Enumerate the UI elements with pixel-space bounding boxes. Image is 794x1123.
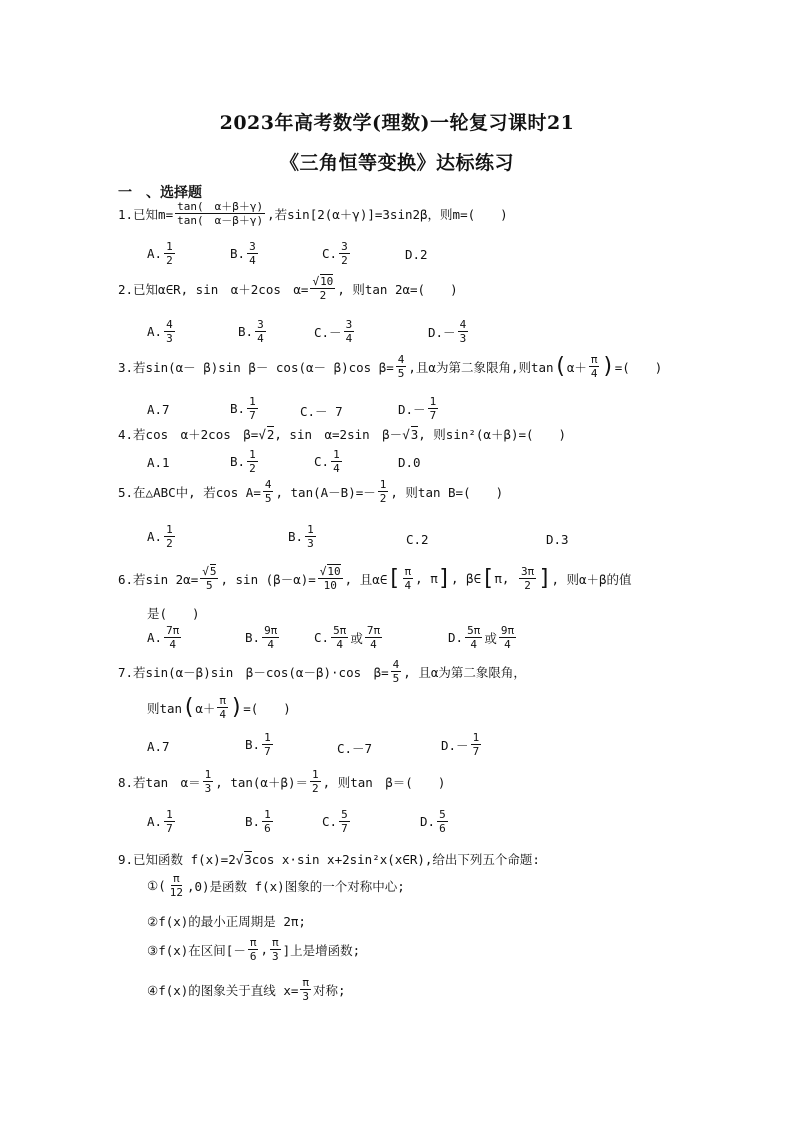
- q8-option-b: B. $\frac{1}{6}$: [245, 808, 271, 835]
- q4-option-b: B. $\frac{1}{2}$: [230, 448, 256, 475]
- q9-statement-2: ②f(x)的最小正周期是 2π;: [147, 914, 306, 929]
- q8-option-c: C. $\frac{5}{7}$: [322, 808, 348, 835]
- question-5: 5.在△ABC中, 若cos A= $\frac{4}{5}$ , tan(A－B)=－ $\frac{1}{2}$ , 则tan B=( ): [118, 478, 504, 505]
- q1-option-d: D.2: [405, 247, 428, 262]
- q7-option-b: B. $\frac{1}{7}$: [245, 731, 271, 758]
- question-1: [118, 200, 508, 227]
- question-7: 7.若sin(α－β)sin β－cos(α－β)·cos β= $\frac{4}{5}$ , 且α为第二象限角，: [118, 658, 526, 685]
- q4-option-c: C. $\frac{1}{4}$: [314, 448, 340, 475]
- q6-option-b: B. $\frac{9\pi}{4}$: [245, 624, 278, 651]
- question-6: 6.若sin 2α= $\frac{√5}{5}$ , sin (β－α)= $\frac{√10}{10}$ , 且α∈ [ $\frac{\pi}{4}$ , π ] , β∈ [ π , $\frac{3\pi}{2}$ ] , 则α＋β的值: [118, 565, 632, 592]
- q4-option-a: A.1: [147, 455, 170, 470]
- q7-option-a: A.7: [147, 739, 170, 754]
- question-2: 2.已知α∈R, sin α＋2cos α= $\frac{√10}{2}$ , 则tan 2α=( ): [118, 275, 458, 302]
- question-8: 8.若tan α＝ $\frac{1}{3}$ , tan(α＋β)＝ $\frac{1}{2}$ , 则tan β＝( ): [118, 768, 446, 795]
- q5-option-b: B. $\frac{1}{3}$: [288, 523, 314, 550]
- q2-option-b: B. $\frac{3}{4}$: [238, 318, 264, 345]
- q7-option-c: C.－7: [337, 741, 373, 756]
- q1-fraction: $\frac{\tan( \alpha+\beta+\gamma)}{\tan( \alpha-\beta+\gamma)}$: [177, 200, 264, 227]
- q2-fraction: $\frac{√10}{2}$: [312, 275, 334, 302]
- q7-option-d: D.－ $\frac{1}{7}$: [441, 731, 480, 758]
- q5-option-c: C.2: [406, 532, 429, 547]
- q3-option-d: D.－ $\frac{1}{7}$: [398, 395, 437, 422]
- q1-option-a: A. $\frac{1}{2}$: [147, 240, 173, 267]
- q3-option-b: B. $\frac{1}{7}$: [230, 395, 256, 422]
- document-subtitle: 《三角恒等变换》达标练习: [279, 152, 514, 174]
- q1-option-c: C. $\frac{3}{2}$: [322, 240, 348, 267]
- q2-option-c: C.－ $\frac{3}{4}$: [314, 318, 353, 345]
- q1-stem: 1.已知m=: [118, 206, 174, 222]
- section-heading: 一 、选择题: [118, 185, 202, 201]
- q7-continuation: 则tan ( α＋ $\frac{\pi}{4}$ ) =( ): [147, 694, 291, 721]
- q9-statement-3: ③f(x)在区间[－ $\frac{\pi}{6}$ , $\frac{\pi}{3}$ ]上是增函数;: [147, 936, 361, 963]
- q1-condition: ,若sin[2(α＋γ)]=3sin2β，则m=( ): [267, 206, 508, 222]
- q6-option-c: C. $\frac{5\pi}{4}$ 或 $\frac{7\pi}{4}$: [314, 624, 381, 651]
- q6-continuation: 是( ): [147, 606, 200, 621]
- q3-option-c: C.－ 7: [300, 404, 343, 419]
- q4-option-d: D.0: [398, 455, 421, 470]
- q6-option-a: A. $\frac{7\pi}{4}$: [147, 624, 180, 651]
- question-9: 9.已知函数 f(x)=2 √ 3 cos x·sin x+2sin²x(x∈R),给出下列五个命题:: [118, 851, 540, 867]
- q8-option-d: D. $\frac{5}{6}$: [420, 808, 446, 835]
- q2-option-d: D.－ $\frac{4}{3}$: [428, 318, 467, 345]
- question-4: 4.若cos α＋2cos β= √ 2 , sin α=2sin β－ √ 3 , 则sin²(α＋β)=( ): [118, 426, 567, 442]
- q8-option-a: A. $\frac{1}{7}$: [147, 808, 173, 835]
- q1-option-b: B. $\frac{3}{4}$: [230, 240, 256, 267]
- q2-option-a: A. $\frac{4}{3}$: [147, 318, 173, 345]
- document-title: 2023年高考数学(理数)一轮复习课时21: [219, 112, 575, 134]
- q5-option-a: A. $\frac{1}{2}$: [147, 523, 173, 550]
- question-3: 3.若sin(α－ β)sin β－ cos(α－ β)cos β= $\frac{4}{5}$ ,且α为第二象限角,则tan ( α＋ $\frac{\pi}{4}$ ) =( ): [118, 353, 663, 380]
- q9-statement-4: ④f(x)的图象关于直线 x= $\frac{\pi}{3}$ 对称;: [147, 976, 346, 1003]
- q5-option-d: D.3: [546, 532, 569, 547]
- q6-option-d: D. $\frac{5\pi}{4}$ 或 $\frac{9\pi}{4}$: [448, 624, 515, 651]
- q9-statement-1: ①( $\frac{\pi}{12}$ ,0)是函数 f(x)图象的一个对称中心;: [147, 872, 405, 899]
- q3-option-a: A.7: [147, 402, 170, 417]
